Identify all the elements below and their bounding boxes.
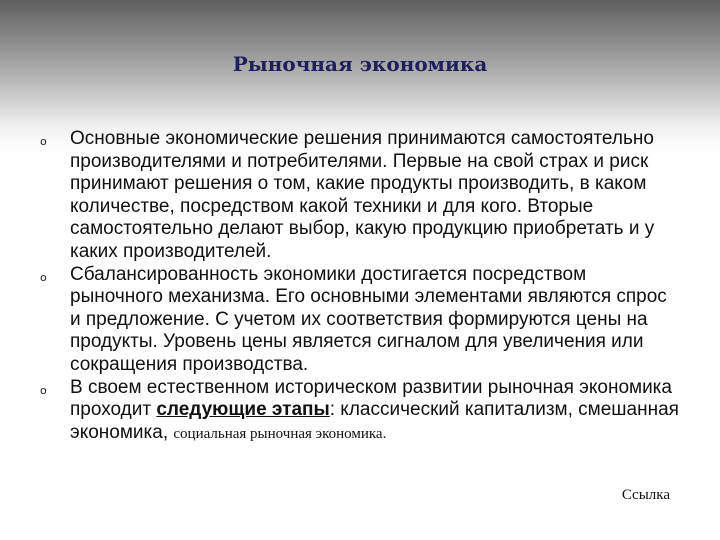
bullet-text-part: : классический капитализм, смешанная экономика, <box>70 399 679 443</box>
bullet-marker-icon: o <box>40 270 47 284</box>
bullet-text: Основные экономические решения принимаются самостоятельно производителями и потребителями. Первые на свой страх и риск принимают решения о том, какие продукты производить, в каком количестве, посредством какой техники и для кого. Вторые самостоятельно делают выбор, какую продукцию приобретать и у каких производителей. <box>70 128 655 262</box>
bullet-marker-icon: o <box>40 135 47 148</box>
bullet-emphasis: следующие этапы <box>156 399 330 421</box>
bullet-marker-icon: o <box>40 383 47 397</box>
bullet-text <box>70 377 680 446</box>
slide-title: Рыночная экономика <box>232 52 488 76</box>
bullet-text-part: В своем естественном историческом развитии рыночная экономика проходит <box>70 376 672 421</box>
bullet-item <box>40 264 680 377</box>
bullet-item <box>40 377 680 446</box>
bullet-list <box>40 128 680 445</box>
bullet-item <box>40 128 680 264</box>
bullet-text-part: социальная рыночная экономика. <box>173 425 387 442</box>
bullet-text: Сбалансированность экономики достигается посредством рыночного механизма. Его основными элементами являются спрос и предложение. С учетом их соответствия формируются цены на продукты. Уровень цены является сигналом для увеличения или сокращения производства. <box>70 263 667 375</box>
reference-link[interactable]: Ссылка <box>621 487 670 503</box>
